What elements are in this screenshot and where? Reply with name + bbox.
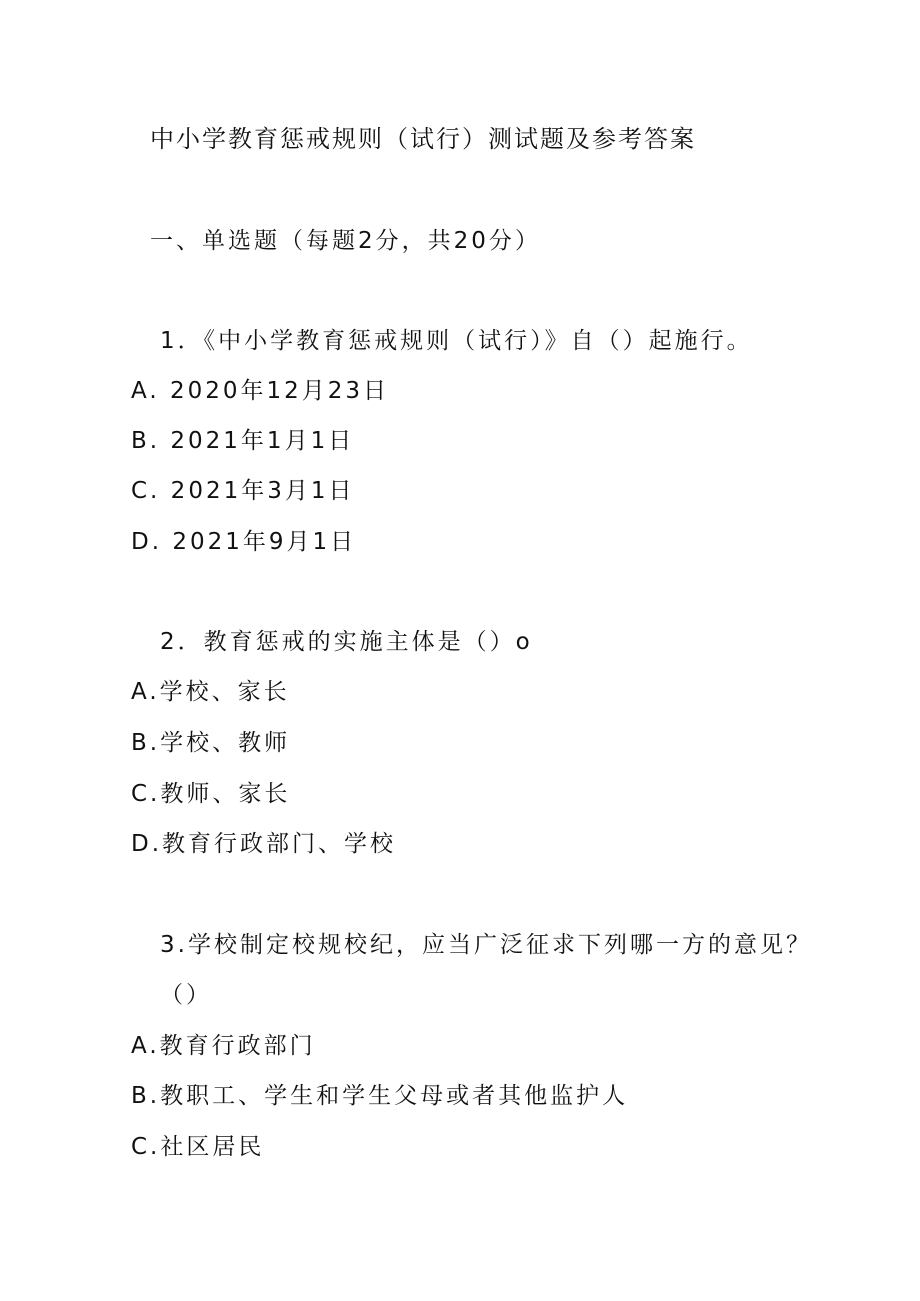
question-3-option-c: C.社区居民: [131, 1134, 265, 1160]
question-2-option-c: C.教师、家长: [131, 781, 291, 807]
question-1-option-a: A. 2020年12月23日: [131, 378, 390, 404]
question-3-option-b: B.教职工、学生和学生父母或者其他监护人: [131, 1083, 629, 1109]
question-2-stem: 2．教育惩戒的实施主体是（）o: [160, 629, 533, 655]
question-1-option-b: B. 2021年1月1日: [131, 428, 355, 454]
question-1-stem: 1．《中小学教育惩戒规则（试行）》自（）起施行。: [160, 328, 753, 354]
question-3-option-a: A.教育行政部门: [131, 1033, 316, 1059]
question-1-option-c: C. 2021年3月1日: [131, 478, 355, 504]
question-2-option-b: B.学校、教师: [131, 730, 291, 756]
question-2-option-d: D.教育行政部门、学校: [131, 831, 397, 857]
section-heading: 一、单选题（每题2分，共20分）: [150, 228, 541, 254]
question-3-stem-continued: （）: [160, 982, 212, 1008]
question-3-stem: 3.学校制定校规校纪，应当广泛征求下列哪一方的意见？: [160, 932, 812, 958]
question-1-option-d: D. 2021年9月1日: [131, 529, 357, 555]
document-title: 中小学教育惩戒规则（试行）测试题及参考答案: [150, 125, 696, 153]
question-2-option-a: A.学校、家长: [131, 679, 290, 705]
